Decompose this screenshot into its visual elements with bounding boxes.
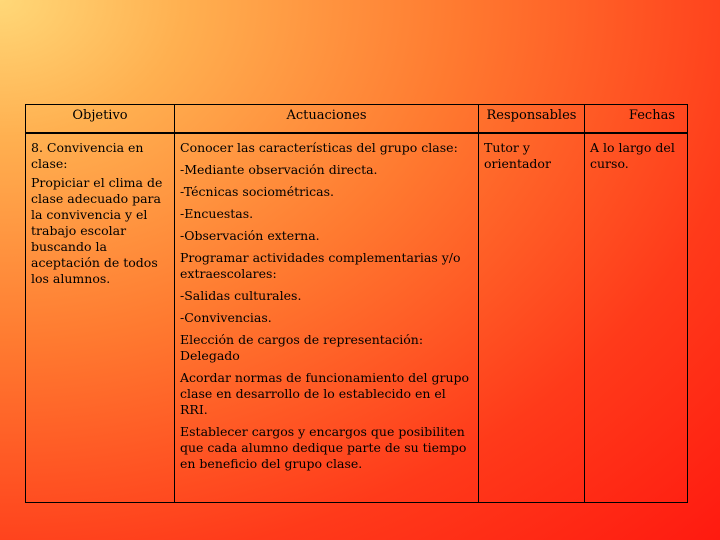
cell-objetivo [26,133,175,503]
actuacion-item: Elección de cargos de representación: Delegado [180,332,424,363]
actuacion-item: -Mediante observación directa. [180,162,378,177]
actuacion-item: -Observación externa. [180,228,320,243]
actuacion-item: -Técnicas sociométricas. [180,184,334,199]
cell-responsables [479,133,585,503]
table-header-row [26,105,688,134]
actuacion-item: -Encuestas. [180,206,254,221]
responsables-text: Tutor y orientador [484,140,551,171]
cell-actuaciones [175,133,479,503]
header-responsables: Responsables [479,105,585,134]
header-fechas: Fechas [585,105,688,134]
objetivo-text: Propiciar el clima de clase adecuado para la convivencia y el trabajo escolar buscando la aceptación de todos los alumnos. [31,175,163,286]
actuacion-item: Programar actividades complementarias y/o extraescolares: [180,250,461,281]
table-row [26,133,688,503]
actuacion-item: -Convivencias. [180,310,272,325]
actuacion-item: Establecer cargos y encargos que posibiliten que cada alumno dedique parte de su tiempo en beneficio del grupo clase. [180,424,467,471]
actuacion-item: Acordar normas de funcionamiento del grupo clase en desarrollo de lo establecido en el RRI. [180,370,470,417]
cell-fechas [585,133,688,503]
actuacion-item: Conocer las características del grupo clase: [180,140,458,155]
planning-table [25,104,688,503]
fechas-text: A lo largo del curso. [590,140,675,171]
header-objetivo: Objetivo [26,105,175,134]
actuacion-item: -Salidas culturales. [180,288,302,303]
objetivo-title: 8. Convivencia en clase: [31,140,144,171]
header-actuaciones: Actuaciones [175,105,479,134]
